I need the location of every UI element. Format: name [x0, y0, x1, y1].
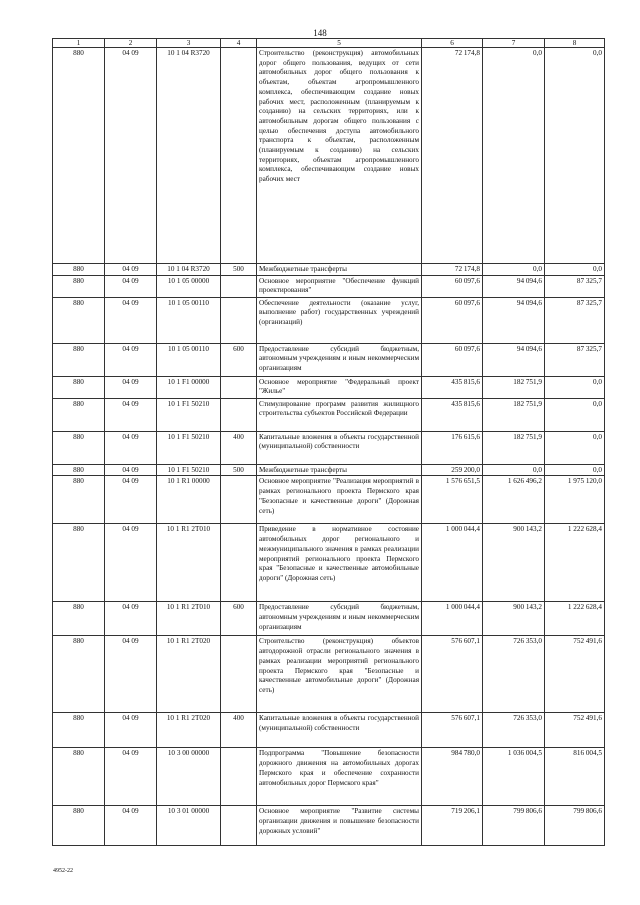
amount-year3: 0,0 — [545, 48, 605, 264]
amount-year3: 1 222 628,4 — [545, 524, 605, 602]
target-article: 10 1 04 R3720 — [157, 264, 221, 276]
amount-year2: 182 751,9 — [483, 398, 545, 431]
target-article: 10 1 R1 2T020 — [157, 713, 221, 748]
section-code: 04 09 — [105, 297, 157, 343]
expense-type — [221, 297, 257, 343]
ministry-code: 880 — [53, 476, 105, 524]
amount-year1: 72 174,8 — [422, 264, 483, 276]
table-row — [53, 464, 605, 476]
section-code: 04 09 — [105, 431, 157, 464]
amount-year2: 900 143,2 — [483, 524, 545, 602]
amount-year2: 900 143,2 — [483, 602, 545, 636]
item-description: Основное мероприятие "Федеральный проект "Жилье" — [257, 376, 422, 398]
amount-year1: 1 576 651,5 — [422, 476, 483, 524]
table-row — [53, 806, 605, 846]
ministry-code: 880 — [53, 275, 105, 297]
column-header: 8 — [545, 39, 605, 48]
expense-type — [221, 275, 257, 297]
section-code: 04 09 — [105, 48, 157, 264]
table-row — [53, 264, 605, 276]
amount-year2: 0,0 — [483, 48, 545, 264]
amount-year1: 60 097,6 — [422, 275, 483, 297]
column-header: 6 — [422, 39, 483, 48]
target-article: 10 1 R1 2T010 — [157, 524, 221, 602]
amount-year2: 0,0 — [483, 264, 545, 276]
amount-year3: 87 325,7 — [545, 297, 605, 343]
amount-year3: 799 806,6 — [545, 806, 605, 846]
item-description: Основное мероприятие "Реализация мероприятий в рамках регионального проекта Пермского края "Безопасные и качественные дороги" (Дорожная сеть) — [257, 476, 422, 524]
expense-type — [221, 376, 257, 398]
item-description: Стимулирование программ развития жилищного строительства субъектов Российской Федерации — [257, 398, 422, 431]
table-row — [53, 476, 605, 524]
expense-type: 400 — [221, 431, 257, 464]
amount-year1: 1 000 044,4 — [422, 602, 483, 636]
amount-year1: 435 815,6 — [422, 376, 483, 398]
amount-year1: 60 097,6 — [422, 343, 483, 376]
item-description: Обеспечение деятельности (оказание услуг, выполнение работ) государственных учреждений (организаций) — [257, 297, 422, 343]
section-code: 04 09 — [105, 524, 157, 602]
expense-type — [221, 524, 257, 602]
target-article: 10 1 F1 50210 — [157, 431, 221, 464]
target-article: 10 1 04 R3720 — [157, 48, 221, 264]
budget-table — [52, 38, 605, 846]
amount-year3: 0,0 — [545, 398, 605, 431]
section-code: 04 09 — [105, 806, 157, 846]
amount-year1: 176 615,6 — [422, 431, 483, 464]
ministry-code: 880 — [53, 343, 105, 376]
amount-year2: 1 626 496,2 — [483, 476, 545, 524]
item-description: Капитальные вложения в объекты государственной (муниципальной) собственности — [257, 713, 422, 748]
expense-type — [221, 748, 257, 806]
ministry-code: 880 — [53, 636, 105, 713]
table-row — [53, 376, 605, 398]
target-article: 10 1 R1 00000 — [157, 476, 221, 524]
item-description: Основное мероприятие "Обеспечение функций проектирования" — [257, 275, 422, 297]
table-row — [53, 713, 605, 748]
table-row — [53, 297, 605, 343]
expense-type — [221, 476, 257, 524]
amount-year2: 94 094,6 — [483, 343, 545, 376]
table-row — [53, 275, 605, 297]
section-code: 04 09 — [105, 464, 157, 476]
table-row — [53, 48, 605, 264]
amount-year2: 182 751,9 — [483, 431, 545, 464]
target-article: 10 1 F1 00000 — [157, 376, 221, 398]
amount-year3: 1 222 628,4 — [545, 602, 605, 636]
expense-type: 500 — [221, 464, 257, 476]
target-article: 10 1 F1 50210 — [157, 398, 221, 431]
section-code: 04 09 — [105, 343, 157, 376]
amount-year1: 984 780,0 — [422, 748, 483, 806]
expense-type: 600 — [221, 602, 257, 636]
amount-year2: 94 094,6 — [483, 297, 545, 343]
amount-year1: 259 200,0 — [422, 464, 483, 476]
amount-year1: 1 000 044,4 — [422, 524, 483, 602]
expense-type: 600 — [221, 343, 257, 376]
amount-year1: 435 815,6 — [422, 398, 483, 431]
target-article: 10 3 01 00000 — [157, 806, 221, 846]
ministry-code: 880 — [53, 431, 105, 464]
item-description: Строительство (реконструкция) объектов автодорожной отрасли регионального значения в рамках реализации мероприятий регионального проекта Пермского края "Безопасные и качественные автомобильные дороги" (Дорожная сеть) — [257, 636, 422, 713]
column-header: 4 — [221, 39, 257, 48]
item-description: Предоставление субсидий бюджетным, автономным учреждениям и иным некоммерческим организациям — [257, 343, 422, 376]
amount-year2: 799 806,6 — [483, 806, 545, 846]
expense-type — [221, 48, 257, 264]
amount-year3: 87 325,7 — [545, 343, 605, 376]
expense-type: 400 — [221, 713, 257, 748]
amount-year3: 752 491,6 — [545, 713, 605, 748]
ministry-code: 880 — [53, 297, 105, 343]
item-description: Строительство (реконструкция) автомобильных дорог общего пользования, ведущих от сети автомобильных дорог общего пользования к объектам, объектам агропромышленного комплекса, обеспечивающим создание новых рабочих мест, расположенным (планируемым к созданию) на сельских территориях, или к автомобильным дорогам общего пользования с целью обеспечения доступа автомобильного транспорта к объектам, расположенным (планируемым к созданию) на сельских территориях, объектам агропромышленного комплекса, обеспечивающим создание новых рабочих мест — [257, 48, 422, 264]
amount-year1: 576 607,1 — [422, 713, 483, 748]
section-code: 04 09 — [105, 476, 157, 524]
column-header: 2 — [105, 39, 157, 48]
amount-year3: 816 004,5 — [545, 748, 605, 806]
target-article: 10 1 05 00110 — [157, 297, 221, 343]
target-article: 10 1 F1 50210 — [157, 464, 221, 476]
target-article: 10 1 05 00110 — [157, 343, 221, 376]
item-description: Приведение в нормативное состояние автомобильных дорог регионального и межмуниципального значения в рамках реализации мероприятий регионального проекта Пермского края "Безопасные и качественные автомобильные дороги" (Дорожная сеть) — [257, 524, 422, 602]
item-description: Межбюджетные трансферты — [257, 464, 422, 476]
amount-year1: 72 174,8 — [422, 48, 483, 264]
ministry-code: 880 — [53, 602, 105, 636]
target-article: 10 3 00 00000 — [157, 748, 221, 806]
ministry-code: 880 — [53, 376, 105, 398]
amount-year3: 0,0 — [545, 464, 605, 476]
expense-type: 500 — [221, 264, 257, 276]
column-header: 3 — [157, 39, 221, 48]
item-description: Основное мероприятие "Развитие системы организации движения и повышение безопасности дорожных условий" — [257, 806, 422, 846]
amount-year2: 94 094,6 — [483, 275, 545, 297]
ministry-code: 880 — [53, 398, 105, 431]
target-article: 10 1 05 00000 — [157, 275, 221, 297]
section-code: 04 09 — [105, 713, 157, 748]
amount-year1: 60 097,6 — [422, 297, 483, 343]
ministry-code: 880 — [53, 524, 105, 602]
section-code: 04 09 — [105, 636, 157, 713]
amount-year2: 726 353,0 — [483, 636, 545, 713]
target-article: 10 1 R1 2T010 — [157, 602, 221, 636]
table-row — [53, 602, 605, 636]
ministry-code: 880 — [53, 713, 105, 748]
ministry-code: 880 — [53, 264, 105, 276]
amount-year2: 0,0 — [483, 464, 545, 476]
table-row — [53, 524, 605, 602]
ministry-code: 880 — [53, 748, 105, 806]
table-row — [53, 431, 605, 464]
ministry-code: 880 — [53, 48, 105, 264]
amount-year1: 576 607,1 — [422, 636, 483, 713]
item-description: Подпрограмма "Повышение безопасности дорожного движения на автомобильных дорогах Пермского края и обеспечение сохранности автомобильных дорог Пермского края" — [257, 748, 422, 806]
section-code: 04 09 — [105, 602, 157, 636]
section-code: 04 09 — [105, 748, 157, 806]
page-number: 148 — [313, 28, 327, 38]
ministry-code: 880 — [53, 806, 105, 846]
amount-year3: 1 975 120,0 — [545, 476, 605, 524]
table-row — [53, 748, 605, 806]
amount-year3: 87 325,7 — [545, 275, 605, 297]
item-description: Предоставление субсидий бюджетным, автономным учреждениям и иным некоммерческим организациям — [257, 602, 422, 636]
table-row — [53, 636, 605, 713]
section-code: 04 09 — [105, 264, 157, 276]
expense-type — [221, 398, 257, 431]
amount-year2: 1 036 004,5 — [483, 748, 545, 806]
amount-year2: 726 353,0 — [483, 713, 545, 748]
table-row — [53, 343, 605, 376]
expense-type — [221, 806, 257, 846]
table-row — [53, 398, 605, 431]
amount-year3: 752 491,6 — [545, 636, 605, 713]
section-code: 04 09 — [105, 376, 157, 398]
amount-year3: 0,0 — [545, 376, 605, 398]
footer-code: 4952-22 — [53, 868, 73, 874]
column-header: 7 — [483, 39, 545, 48]
item-description: Межбюджетные трансферты — [257, 264, 422, 276]
amount-year3: 0,0 — [545, 264, 605, 276]
column-header: 5 — [257, 39, 422, 48]
amount-year1: 719 206,1 — [422, 806, 483, 846]
ministry-code: 880 — [53, 464, 105, 476]
header-row — [53, 39, 605, 48]
column-header: 1 — [53, 39, 105, 48]
section-code: 04 09 — [105, 275, 157, 297]
item-description: Капитальные вложения в объекты государственной (муниципальной) собственности — [257, 431, 422, 464]
amount-year2: 182 751,9 — [483, 376, 545, 398]
expense-type — [221, 636, 257, 713]
section-code: 04 09 — [105, 398, 157, 431]
amount-year3: 0,0 — [545, 431, 605, 464]
target-article: 10 1 R1 2T020 — [157, 636, 221, 713]
